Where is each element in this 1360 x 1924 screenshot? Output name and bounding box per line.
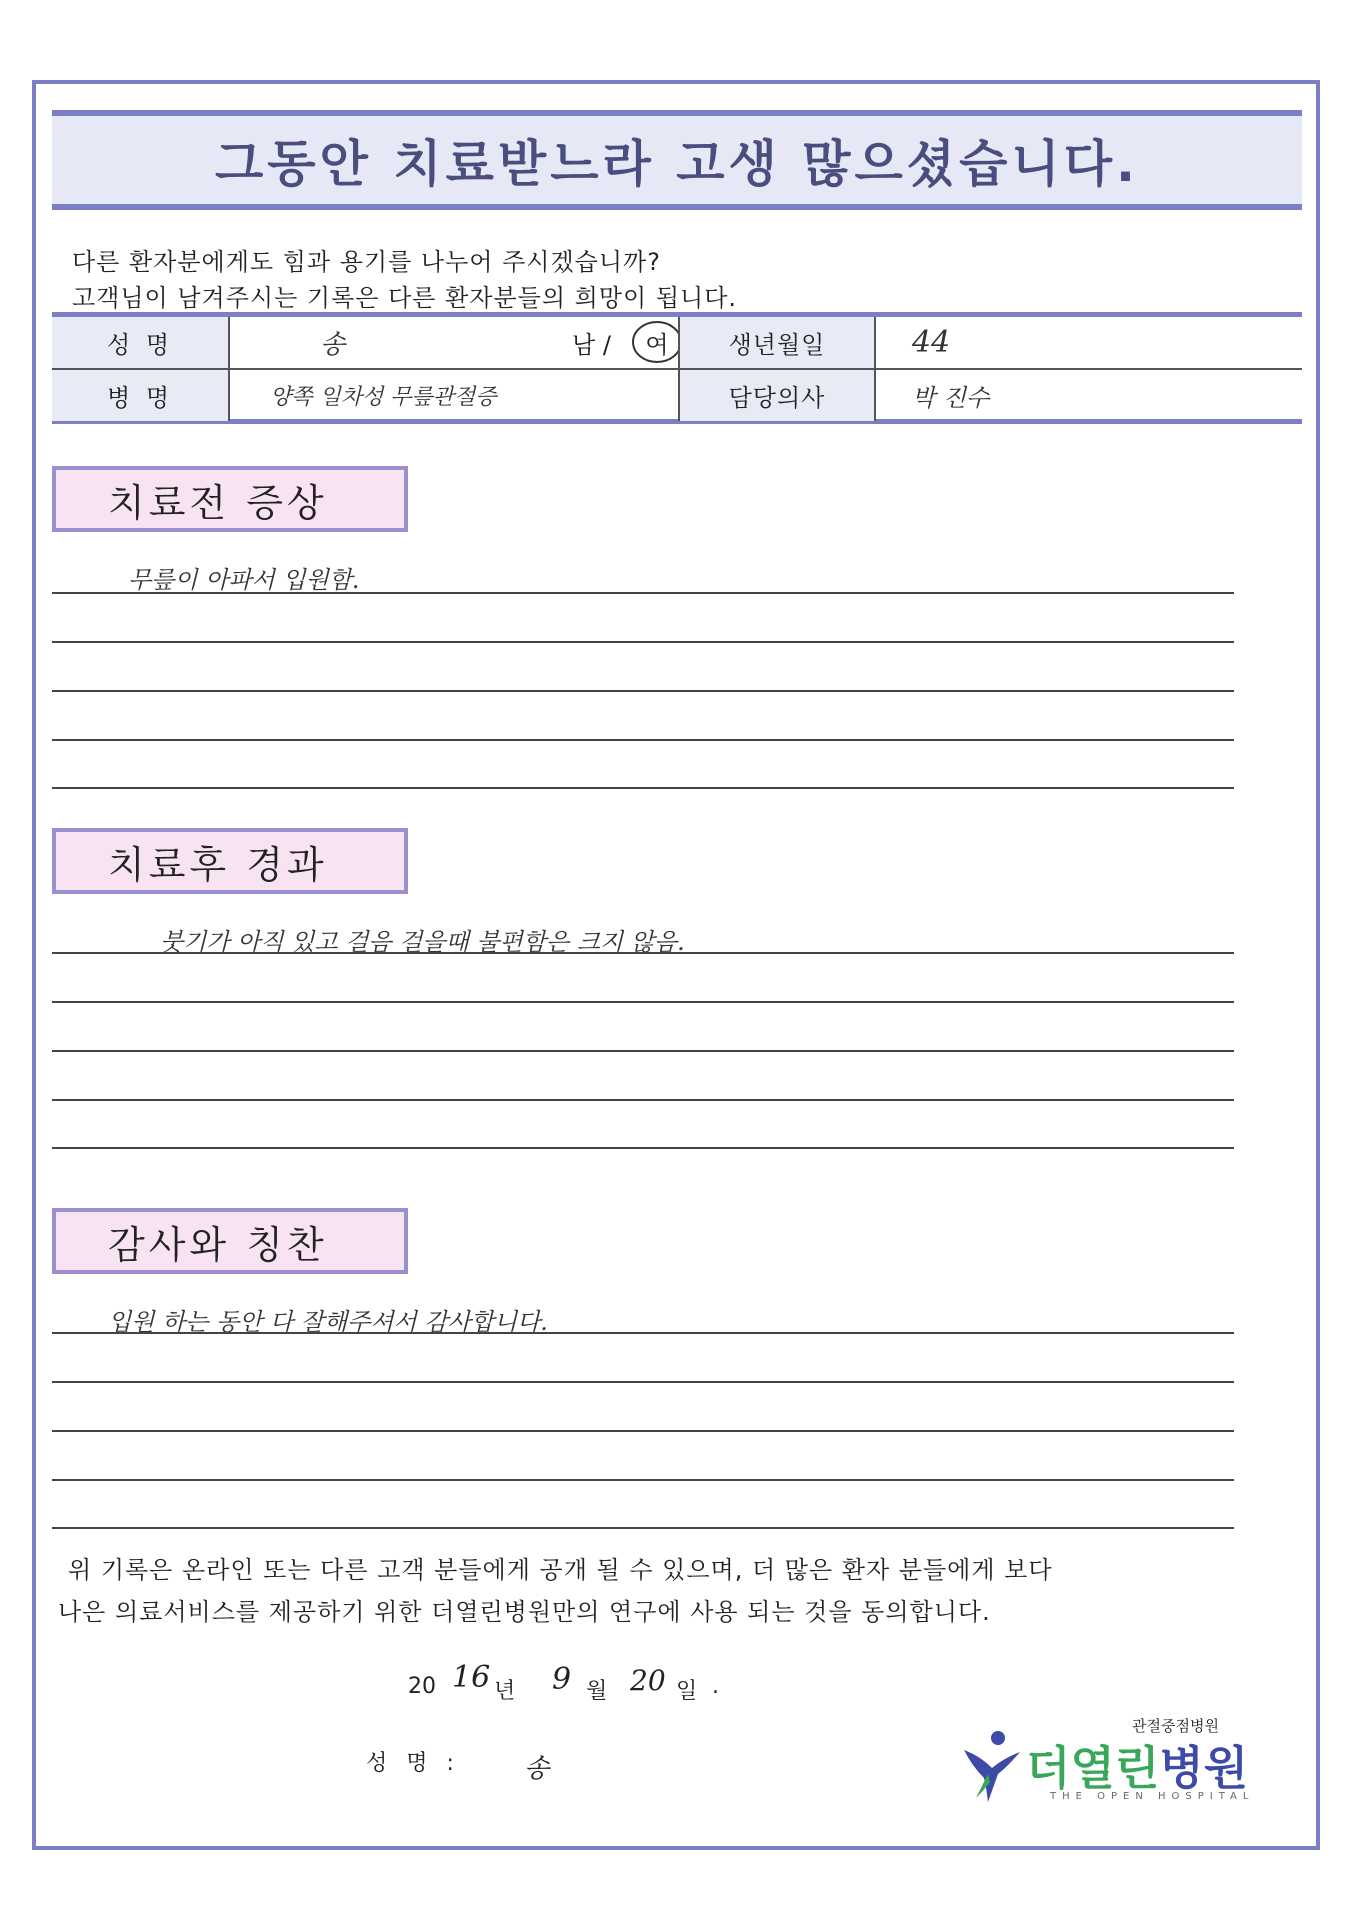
- date-end: .: [712, 1674, 719, 1699]
- logo-name: [1026, 1732, 1248, 1798]
- ruled-line: [52, 1332, 1234, 1334]
- date-prefix: 20: [408, 1674, 436, 1699]
- logo-name-part1: 더열린: [1026, 1741, 1160, 1795]
- doctor-value: 박 진수: [912, 384, 990, 412]
- after-answer: 붓기가 아직 있고 걸음 걸을때 불편함은 크지 않음.: [160, 928, 685, 956]
- ruled-line: [52, 1479, 1234, 1481]
- name-label: 성 명: [52, 317, 228, 368]
- ruled-line: [52, 641, 1234, 643]
- birth-value: 44: [912, 325, 951, 360]
- intro-line-1: 다른 환자분에게도 힘과 용기를 나누어 주시겠습니까?: [72, 248, 661, 276]
- ruled-line: [52, 1147, 1234, 1149]
- date-month-unit: 월: [586, 1679, 608, 1704]
- logo-name-part2: 병원: [1159, 1741, 1249, 1795]
- gender-female-label: 여: [645, 331, 669, 359]
- consent-line-1: 위 기록은 온라인 또는 다른 고객 분들에게 공개 될 수 있으며, 더 많은 환자 분들에게 보다: [68, 1556, 1053, 1584]
- date-year: 16: [452, 1660, 491, 1695]
- logo-english: THE OPEN HOSPITAL: [1050, 1791, 1255, 1802]
- date-day: 20: [630, 1664, 666, 1697]
- date-day-unit: 일: [676, 1679, 698, 1704]
- section-title-before: 치료전 증상: [52, 466, 408, 532]
- signature-value: 송: [524, 1754, 556, 1784]
- info-row-1: [52, 317, 1302, 370]
- signature-label: 성 명 :: [366, 1751, 460, 1776]
- ruled-line: [52, 690, 1234, 692]
- ruled-line: [52, 1430, 1234, 1432]
- thanks-answer: 입원 하는 동안 다 잘해주셔서 감사합니다.: [108, 1308, 548, 1336]
- consent-line-2: 나은 의료서비스를 제공하기 위한 더열린병원만의 연구에 사용 되는 것을 동의합니다.: [58, 1598, 991, 1626]
- before-answer: 무릎이 아파서 입원함.: [128, 566, 360, 594]
- gender-male: 남 /: [572, 331, 611, 359]
- intro-line-2: 고객님이 남겨주시는 기록은 다른 환자분들의 희망이 됩니다.: [72, 284, 738, 312]
- disease-label: 병 명: [52, 370, 228, 421]
- page-title: 그동안 치료받느라 고생 많으셨습니다.: [214, 135, 1139, 193]
- title-banner: [52, 110, 1302, 210]
- ruled-line: [52, 787, 1234, 789]
- birth-label: 생년월일: [680, 317, 874, 368]
- ruled-line: [52, 1050, 1234, 1052]
- ruled-line: [52, 739, 1234, 741]
- ruled-line: [52, 1001, 1234, 1003]
- name-value: 송: [320, 330, 346, 360]
- logo-subtitle: 관절중점병원: [1132, 1717, 1219, 1735]
- date-year-unit: 년: [494, 1679, 516, 1704]
- patient-info-table: [52, 312, 1302, 424]
- gender-circle-mark: [630, 319, 684, 365]
- doctor-label: 담당의사: [680, 370, 874, 421]
- gender-female: [634, 317, 680, 368]
- ruled-line: [52, 1527, 1234, 1529]
- ruled-line: [52, 952, 1234, 954]
- date-month: 9: [552, 1662, 572, 1697]
- section-title-after: 치료후 경과: [52, 828, 408, 894]
- section-title-thanks: 감사와 칭찬: [52, 1208, 408, 1274]
- info-row-2: [52, 370, 1302, 421]
- ruled-line: [52, 592, 1234, 594]
- ruled-line: [52, 1381, 1234, 1383]
- logo-icon: [958, 1728, 1024, 1804]
- ruled-line: [52, 1099, 1234, 1101]
- disease-value: 양쪽 일차성 무릎관절증: [270, 385, 497, 410]
